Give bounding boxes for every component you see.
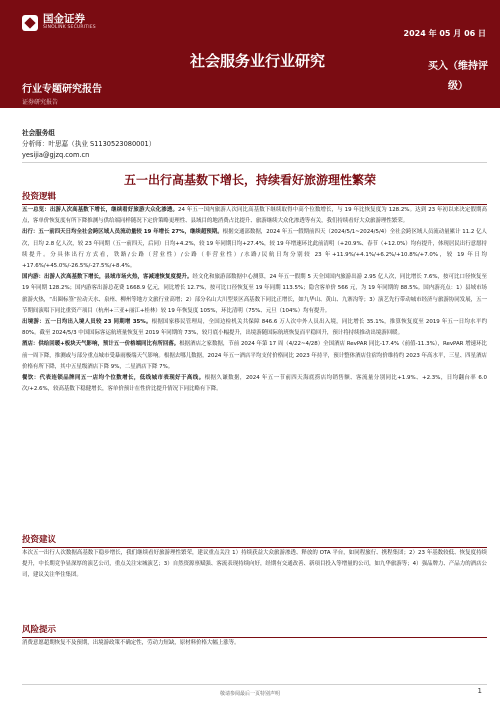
logo-icon <box>22 15 38 31</box>
section-heading-risk: 风险提示 <box>22 625 487 638</box>
paragraph-lead: 国内游：出游人次高基数下增长，县域市场火热，客减速恢复度提升。 <box>22 274 193 281</box>
logo-name: 国金证券 <box>43 13 85 25</box>
paragraph-lead: 餐饮：代表连锁品牌同五一店均个位数增长，低线城市表现好于高线。 <box>22 375 205 382</box>
paragraph-body: 根据久谦数据，2024 年五一节前四天海底捞店均销售额、客流量分别同比+1.9%、+2.3%，日均翻台率 6.0 次/+2.6%，较高基数下稳健增长，客单价预计在性价比提升情况下同比略有下降。 <box>22 375 488 393</box>
header-divider <box>22 162 487 163</box>
paragraph-risk: 消费意愿超期恢复不及预期，出境游政策不确定性，劳动力短缺，原材料价格大幅上涨等。 <box>22 640 240 646</box>
paragraph-body: 24 年五一国内旅游人次同比高基数下继续取得中高个位数增长，与 19 年比恢复度为 128.2%。达到 23 年初以来决定假期高点，客单价恢复度有所下降推测与供给端同样随况下定价策略更理性、县域目的地消费占比提升、旅游继续大众化渗透等有关，我们持续看好大众旅游理性繁荣。 <box>22 207 487 225</box>
paragraph-advice: 本次五一出行人次数据高基数下稳步增长，我们继续看好旅游理性繁荣，建议重点关注 1）持续获益大众旅游渗透、释放的 OTA 平台，如同程旅行、携程集团；2）23 年基数较低、恢复度持续提升，中长期竞争显深厚的演艺公司，重点关注宋城演艺；3）自然资源禀赋强、客流表现持续向好，经期有交通改善、新项目投入等增量的公司，如九华旅游等；4）强品牌力、产品力的酒店公司，建议关注华住集团。 <box>22 550 487 579</box>
team-name: 社会服务组 <box>22 129 55 137</box>
rating-label: 买入（维持评级） <box>428 61 488 92</box>
section-heading-advice: 投资建议 <box>22 535 487 548</box>
paragraph-catering <box>22 373 487 395</box>
footer-divider <box>22 684 487 685</box>
section-investment-advice <box>22 535 487 582</box>
paragraph-domestic <box>22 272 487 317</box>
report-type: 行业专题研究报告 <box>22 84 102 95</box>
paragraph-hotel <box>22 339 487 373</box>
brand-logo <box>22 14 96 31</box>
page-number: 1 <box>477 687 482 695</box>
analyst-email[interactable]: yesijia@gjzq.com.cn <box>22 151 90 159</box>
report-header <box>0 0 500 108</box>
paragraph-body: 根据交通部数据，2024 年五一假期前四天（2024/5/1~2024/5/4）全社会跨区域人员流动量累计 11.2 亿人次，日均 2.8 亿人次，较 23 年同期（五一前四天，后同）日均+4.2%，较 19 年同期日均+27.4%，较 19 年增速环比此前清明（+20.9%、春节（+12.0%）均有提升，体现居民出行意愿持续提升。分具体出行方式看，铁路/公路（营业性）/公路（非营业性）/水路/民航日均分别较 23 年+11.9%/+4.1%/+6.2%/+10.8%/+7.0%，较 19 年日均+17.6%/+45.0%/-26.5%/-27.5%/+8.4%。 <box>22 229 487 270</box>
industry-title: 社会服务业行业研究 <box>190 52 326 70</box>
paragraph-body: 根据酒店之家数据，节前 2024 年第 17 周（4/22~4/28）全国酒店 RevPAR 同比-17.4%（前值-11.3%），RevPAR 增速环比前一周下降，推测或与部分重点城市受暴雨极端天气影响。根据去哪儿数据，2024 年五一酒店平均支付价格同比 2023 年持平，预计整体酒店住宿均价维持约 2023 年高水平，三星、四星酒店价格有所下降，其中五星级酒店下降 9%，二星酒店下降 7%。 <box>22 341 487 370</box>
paragraph-body: 根据国家移民管理局，全国边检机关共保障 846.6 万人次中外人员出入境，同比增长 35.1%，推算恢复度至 2019 年五一日均水平约 80%。截至 2024/5/3 中国国际客运航班量恢复至 2019 年同期的 73%，较月底小幅提升，出境游随国际航班恢复而平稳回升，预计将持续推动出境游回暖。 <box>22 319 488 337</box>
report-subtype: 证券研究报告 <box>22 99 59 106</box>
paragraph-overview <box>22 205 487 227</box>
paragraph-body: 经文化和旅游部数据中心测算，24 年五一假期 5 天全国国内旅游出游 2.95 亿人次，同比增长 7.6%，按可比口径恢复至 19 年同期 128.2%；国内游客出游总花费 1668.9 亿元，同比增长 12.7%，按可比口径恢复至 19 年同期 113.5%；隐含客单价 566 元，为 19 年同期的 88.5%。国内游亮点：1）县域市场旅游火热，“出圈标签”拉动天水、泉州、柳州等地方文旅行业高增；2）部分名山大川型景区高基数下同比正增长，如九华山、黄山、九寨沟等；3）演艺先行带动城市经济与旅游协同发展，五一节期间演唱下同比重资产项目（杭州+三亚+丽江+桂林）较 19 年恢复度 105%，环比清明（75%、元旦（104%）均有提升。 <box>22 274 487 314</box>
section-risk <box>22 625 487 649</box>
paragraph-outbound <box>22 317 487 339</box>
analyst-info <box>22 128 155 161</box>
footer-disclaimer: 敬请参阅最后一页特别声明 <box>219 691 280 697</box>
logo-english: SINOLINK SECURITIES <box>43 25 96 30</box>
paragraph-lead: 五一总览：出游人次高基数下增长，继续看好旅游大众化渗透。 <box>22 207 179 213</box>
report-date: 2024 年 05 月 06 日 <box>403 29 486 38</box>
paragraph-lead: 出境游：五一日均出入境人员较 23 同期增 35%。 <box>22 319 152 326</box>
section-investment-logic <box>22 192 487 395</box>
paragraph-lead: 酒店：供给回暖+板块天气影响，预计五一价格端同比有所回落。 <box>22 341 180 348</box>
paragraph-lead: 出行：五一前四天日均全社会跨区域人员流动量较 19 年增长 27%，继续超预期。 <box>22 229 223 236</box>
section-heading-logic: 投资逻辑 <box>22 192 487 205</box>
report-title: 五一出行高基数下增长，持续看好旅游理性繁荣 <box>123 173 376 187</box>
analyst-name: 分析师：叶思嘉（执业 S1130523080001） <box>22 140 156 148</box>
paragraph-travel <box>22 227 487 272</box>
